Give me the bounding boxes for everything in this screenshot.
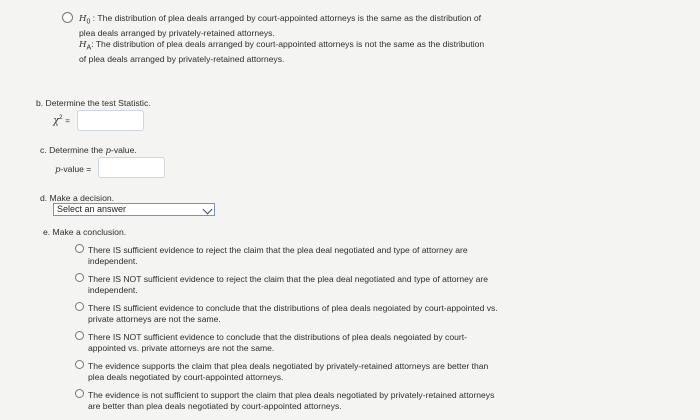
conclusion-option-2 — [88, 274, 688, 295]
conclusion-option-1 — [88, 245, 688, 266]
conclusion-option-3-line1: There IS sufficient evidence to conclude that the distributions of plea deals negoiated by court-appointed vs. — [88, 303, 498, 313]
conclusion-option-1-line1: There IS sufficient evidence to reject the claim that the plea deal negotiated and type of attorney are — [88, 245, 468, 255]
h0-subscript: 0 — [86, 18, 91, 26]
part-c-suffix: -value. — [110, 145, 137, 155]
test-statistic-input[interactable] — [77, 110, 144, 131]
ha-symbol: H — [79, 40, 87, 50]
conclusion-radio-6[interactable] — [75, 389, 84, 398]
p-value-text: -value = — [60, 164, 92, 174]
ha-line2: of plea deals arranged by privately-retained attorneys. — [79, 54, 285, 65]
decision-select-value: Select an answer — [57, 204, 127, 214]
chi-symbol: χ — [53, 115, 60, 127]
ha-statement — [79, 39, 689, 65]
ha-subscript: A — [86, 44, 92, 52]
chi-superscript: 2 — [59, 115, 63, 121]
conclusion-option-4-line1: There IS NOT sufficient evidence to conclude that the distributions of plea deals negoiated by court- — [88, 332, 467, 342]
conclusion-option-1-line2: independent. — [88, 255, 138, 266]
chi-square-label — [53, 113, 70, 127]
conclusion-radio-2[interactable] — [75, 273, 84, 282]
chi-equals: = — [65, 116, 70, 126]
h0-line2: plea deals arranged by privately-retained attorneys. — [79, 28, 275, 39]
conclusion-option-5-line2: plea deals negotiated by court-appointed attorneys. — [88, 371, 284, 382]
hypothesis-radio[interactable] — [62, 12, 73, 23]
conclusion-radio-4[interactable] — [75, 331, 84, 340]
conclusion-option-6-line2: are better than plea deals negotiated by court-appointed attorneys. — [88, 400, 342, 411]
conclusion-option-5 — [88, 361, 688, 382]
conclusion-option-2-line2: independent. — [88, 284, 138, 295]
h0-statement — [79, 13, 689, 39]
conclusion-option-6-line1: The evidence is not sufficient to support the claim that plea deals negotiated by privately-retained attorneys — [88, 390, 495, 400]
conclusion-option-4-line2: appointed vs. private attorneys are not the same. — [88, 342, 275, 353]
p-value-input[interactable] — [98, 157, 165, 178]
part-c-p: p — [105, 146, 111, 156]
conclusion-option-4 — [88, 332, 688, 353]
conclusion-option-6 — [88, 390, 688, 411]
conclusion-radio-5[interactable] — [75, 360, 84, 369]
part-b-label: b. Determine the test Statistic. — [36, 98, 151, 108]
conclusion-option-3 — [88, 303, 688, 324]
p-value-label — [55, 164, 91, 176]
p-value-var: p — [55, 165, 61, 175]
h0-line1: : The distribution of plea deals arranged by court-appointed attorneys is the same as the distribution of — [90, 13, 482, 23]
chevron-down-icon — [203, 205, 213, 215]
part-c-prefix: c. Determine the — [40, 145, 106, 155]
conclusion-option-5-line1: The evidence supports the claim that plea deals negotiated by privately-retained attorneys are better than — [88, 361, 489, 371]
part-e-label: e. Make a conclusion. — [43, 227, 127, 237]
conclusion-radio-3[interactable] — [75, 302, 84, 311]
decision-select[interactable] — [53, 203, 215, 216]
conclusion-option-2-line1: There IS NOT sufficient evidence to reject the claim that the plea deal negotiated and type of attorney are — [88, 274, 489, 284]
conclusion-option-3-line2: private attorneys are not the same. — [88, 313, 221, 324]
conclusion-radio-1[interactable] — [75, 244, 84, 253]
h0-symbol: H — [79, 14, 87, 24]
ha-line1: : The distribution of plea deals arranged by court-appointed attorneys is not the same as the distribution — [91, 39, 485, 49]
part-d-label: d. Make a decision. — [40, 193, 115, 203]
part-c-label — [40, 145, 137, 157]
